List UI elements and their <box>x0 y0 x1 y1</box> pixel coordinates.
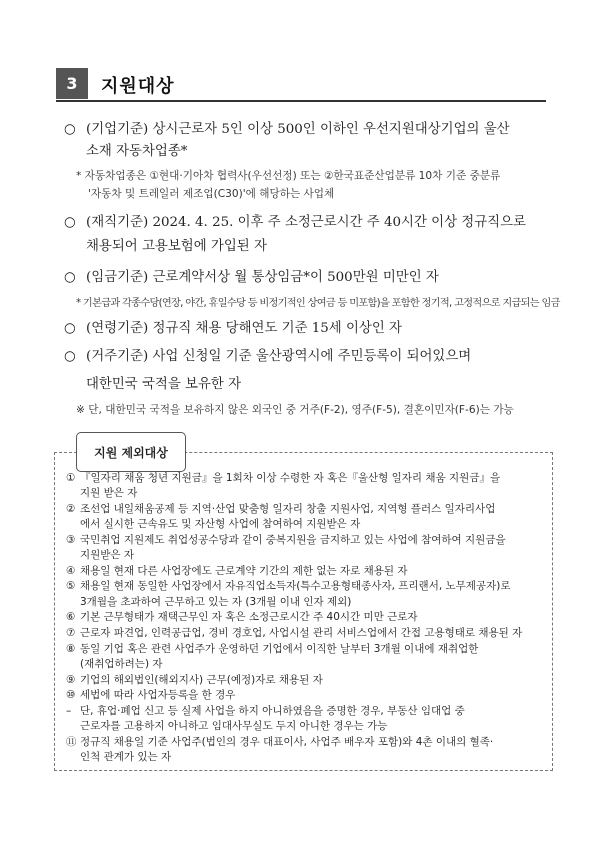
exclusion-mark: ⑨ <box>66 673 76 686</box>
exclusion-mark: ③ <box>66 533 76 546</box>
exclusion-item <box>66 673 546 688</box>
exclusion-mark: ⑦ <box>66 627 76 640</box>
exclusion-item <box>66 610 546 625</box>
exclusion-text: 채용일 현재 다른 사업장에도 근로계약 기간의 제한 없는 자로 채용된 자 <box>80 564 408 577</box>
exclusion-text: 기업의 해외법인(해외지사) 근무(예정)자로 채용된 자 <box>80 673 323 686</box>
exclusion-item <box>66 735 546 765</box>
exclusions-list <box>66 471 546 766</box>
exclusion-text: 정규직 채용일 기준 사업주(법인의 경우 대표이사, 사업주 배우자 포함)와 4촌 이내의 혈족· 인척 관계가 있는 자 <box>80 735 494 764</box>
criterion-company-note2: '자동차 및 트레일러 제조업(C30)'에 해당하는 사업체 <box>88 188 335 200</box>
criterion-residence-note: ※ 단, 대한민국 국적을 보유하지 않은 외국인 중 거주(F-2), 영주(F-5), 결혼이민자(F-6)는 가능 <box>76 404 514 416</box>
exclusion-mark: ⑧ <box>66 642 76 655</box>
circle-bullet-icon: ○ <box>64 270 76 285</box>
criterion-employment-line2: 채용되어 고용보험에 가입된 자 <box>86 239 267 254</box>
exclusion-mark: ① <box>66 472 76 484</box>
criterion-employment-line1: (재직기준) 2024. 4. 25. 이후 주 소정근로시간 주 40시간 이상 정규직으로 <box>86 215 526 230</box>
criterion-age <box>64 317 402 336</box>
criterion-residence-line1: (거주기준) 사업 신청일 기준 울산광역시에 주민등록이 되어있으며 <box>86 349 472 364</box>
exclusion-mark: ⑤ <box>66 580 76 593</box>
exclusion-item <box>66 688 546 703</box>
criterion-wage-note: * 기본급과 각종수당(연장, 야간, 휴일수당 등 비정기적인 상여금 등 미포함)을 포함한 정기적, 고정적으로 지급되는 임금 <box>76 298 560 309</box>
exclusion-item <box>66 626 546 641</box>
exclusion-text: 동일 기업 혹은 관련 사업주가 운영하던 기업에서 이직한 날부터 3개월 이내에 재취업한 (재취업하려는) 자 <box>80 642 479 670</box>
circle-bullet-icon: ○ <box>64 215 76 230</box>
circle-bullet-icon: ○ <box>64 122 76 137</box>
exclusion-text: 조선업 내일채움공제 등 지역·산업 맞춤형 일자리 창출 지원사업, 지역형 플러스 일자리사업 에서 실시한 근속유도 및 자산형 사업에 참여하여 지원받은 자 <box>80 502 496 531</box>
exclusion-text: 단, 휴업·폐업 신고 등 실제 사업을 하지 아니하였음을 증명한 경우, 부동산 임대업 중 근로자를 고용하지 아니하고 임대사무실도 두지 아니한 경우는 가능 <box>80 705 465 733</box>
exclusion-mark: – <box>66 705 72 718</box>
exclusions-title: 지원 제외대상 <box>76 432 186 472</box>
exclusion-item <box>66 471 546 501</box>
exclusion-item <box>66 704 546 734</box>
criterion-employment <box>64 211 526 230</box>
circle-bullet-icon: ○ <box>64 349 76 364</box>
criterion-company-note1: * 자동차업종은 ①현대·기아차 협력사(우선선정) 또는 ②한국표준산업분류 10차 기준 중분류 <box>76 170 501 182</box>
section-title: 지원대상 <box>101 76 175 97</box>
criterion-residence-line2: 대한민국 국적을 보유한 자 <box>86 377 242 392</box>
exclusion-text: 근로자 파견업, 인력공급업, 경비 경호업, 사업시설 관리 서비스업에서 간접 고용형태로 채용된 자 <box>80 627 523 640</box>
criterion-age-line1: (연령기준) 정규직 채용 당해연도 기준 15세 이상인 자 <box>86 321 402 336</box>
circle-bullet-icon: ○ <box>64 321 76 336</box>
section-header <box>56 68 546 101</box>
exclusion-mark: ⑪ <box>66 735 77 748</box>
exclusion-item <box>66 564 546 579</box>
exclusion-text: 기본 근무형태가 재택근무인 자 혹은 소정근로시간 주 40시간 미만 근로자 <box>80 611 418 624</box>
exclusion-text: 『일자리 채움 청년 지원금』을 1회차 이상 수령한 자 혹은『울산형 일자리 채움 지원금』을 지원 받은 자 <box>80 472 501 500</box>
criterion-company <box>64 118 510 137</box>
exclusion-mark: ⑥ <box>66 611 76 624</box>
criterion-company-line2: 소재 자동차업종* <box>86 144 188 159</box>
criterion-company-line1: (기업기준) 상시근로자 5인 이상 500인 이하인 우선지원대상기업의 울산 <box>86 122 510 137</box>
exclusion-text: 채용일 현재 동일한 사업장에서 자유직업소득자(특수고용형태종사자, 프리랜서, 노무제공자)로 3개월을 초과하여 근무하고 있는 자 (3개월 이내 인자 제외) <box>80 580 511 608</box>
criterion-wage <box>64 266 439 285</box>
exclusion-mark: ④ <box>66 564 76 577</box>
section-divider <box>56 100 546 102</box>
exclusion-text: 세법에 따라 사업자등록을 한 경우 <box>80 689 236 702</box>
exclusion-item <box>66 579 546 609</box>
criterion-wage-line1: (임금기준) 근로계약서상 월 통상임금*이 500만원 미만인 자 <box>86 270 439 285</box>
criterion-residence <box>64 345 471 364</box>
exclusion-text: 국민취업 지원제도 취업성공수당과 같이 중복지원을 금지하고 있는 사업에 참여하여 지원금을 지원받은 자 <box>80 533 506 562</box>
exclusion-item <box>66 533 546 563</box>
exclusion-item <box>66 642 546 672</box>
exclusion-mark: ⑩ <box>66 689 76 702</box>
section-number: 3 <box>56 68 88 99</box>
exclusion-item <box>66 502 546 532</box>
exclusion-mark: ② <box>66 502 76 515</box>
